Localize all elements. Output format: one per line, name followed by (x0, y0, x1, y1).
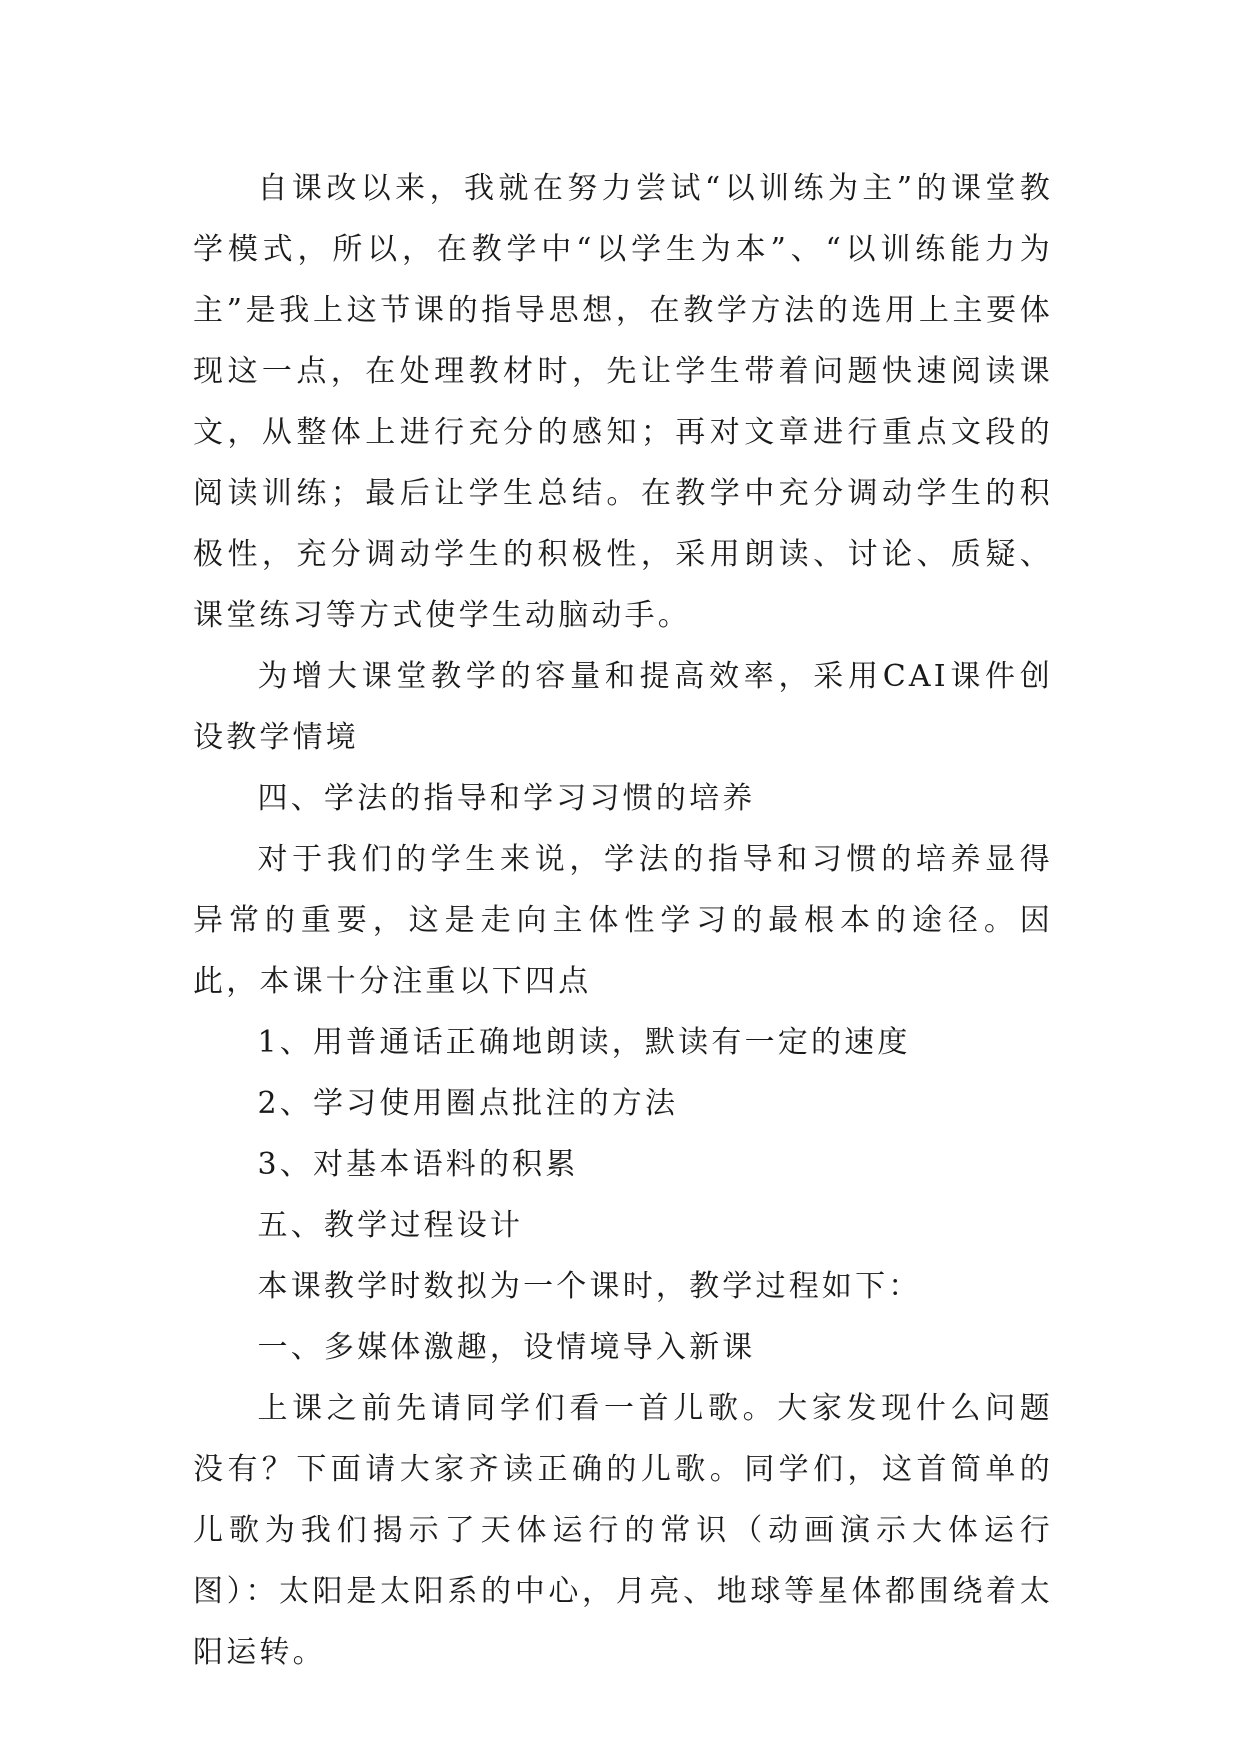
subheading-multimedia-intro: 一、多媒体激趣，设情境导入新课 (257, 1330, 756, 1365)
paragraph-cai-courseware: 为增大课堂教学的容量和提高效率，采用CAI课件创设教学情境 (193, 659, 1053, 755)
paragraph-teaching-method: 自课改以来，我就在努力尝试“以训练为主”的课堂教学模式，所以，在教学中“以学生为本”、“以训练能力为主”是我上这节课的指导思想，在教学方法的选用上主要体现这一点，在处理教材时，先让学生带着问题快速阅读课文，从整体上进行充分的感知；再对文章进行重点文段的阅读训练；最后让学生总结。在教学中充分调动学生的积极性，充分调动学生的积极性，采用朗读、讨论、质疑、课堂练习等方式使学生动脑动手。 (193, 171, 1053, 633)
list-item-annotation: 2、学习使用圈点批注的方法 (257, 1086, 679, 1121)
section-heading-learning-guidance: 四、学法的指导和学习习惯的培养 (257, 781, 756, 816)
section-heading-process-design: 五、教学过程设计 (257, 1208, 524, 1243)
paragraph-nursery-rhyme: 上课之前先请同学们看一首儿歌。大家发现什么问题没有？下面请大家齐读正确的儿歌。同学们，这首简单的儿歌为我们揭示了天体运行的常识（动画演示大体运行图）：太阳是太阳系的中心，月亮、地球等星体都围绕着太阳运转。 (193, 1391, 1053, 1670)
document-body (193, 158, 1053, 1683)
list-item-accumulation: 3、对基本语料的积累 (257, 1147, 579, 1182)
list-item-reading: 1、用普通话正确地朗读，默读有一定的速度 (257, 1025, 911, 1060)
paragraph-learning-habits: 对于我们的学生来说，学法的指导和习惯的培养显得异常的重要，这是走向主体性学习的最根本的途径。因此，本课十分注重以下四点 (193, 842, 1053, 999)
paragraph-class-hours: 本课教学时数拟为一个课时，教学过程如下： (257, 1269, 922, 1304)
